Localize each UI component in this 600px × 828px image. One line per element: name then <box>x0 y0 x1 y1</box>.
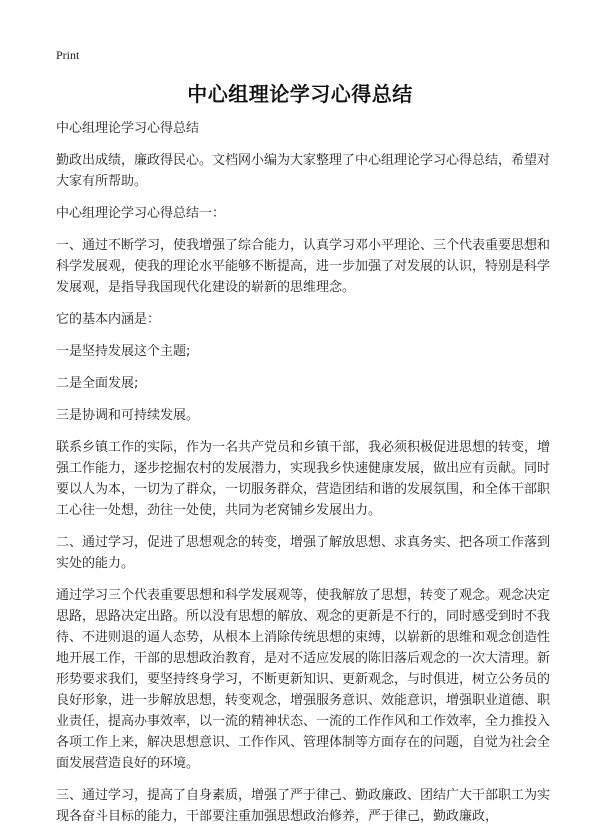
paragraph-subtitle: 中心组理论学习心得总结 <box>56 121 200 136</box>
document-body <box>56 118 550 828</box>
paragraph-study-thoughts: 通过学习三个代表重要思想和科学发展观等，使我解放了思想，转变了观念。观念决定思路，思路决定出路。所以没有思想的解放、观念的更新是不行的，同时感受到时不我待、不进则退的逼人态势，从根本上消除传统思想的束缚，以崭新的思维和观念创造性地开展工作，干部的思想政治教育，是对不适应发展的陈旧落后观念的一次大清理。新形势要求我们，要坚持终身学习，不断更新知识、更新观念，与时俱进，树立公务员的良好形象，进一步解放思想，转变观念，增强服务意识、效能意识，增强职业道德、职业责任，提高办事效率，以一流的精神状态、一流的工作作风和工作效率，全力推投入各项工作上来，解决思想意识、工作作风、管理体制等方面存在的问题，自觉为社会全面发展营造良好的环境。 <box>56 588 551 771</box>
paragraph-item-two: 二是全面发展; <box>56 376 139 391</box>
paragraph-basic-content: 它的基本内涵是： <box>56 312 161 327</box>
paragraph-point-three: 三、通过学习，提高了自身素质，增强了严于律己、勤政廉政、团结广大干部职工为实现各奋斗目标的能力，干部要注重加强思想政治修养，严于律己，勤政廉政， <box>56 788 551 824</box>
page-title: 中心组理论学习心得总结 <box>187 82 413 106</box>
print-link[interactable]: Print <box>56 48 80 62</box>
paragraph-point-one: 一、通过不断学习，使我增强了综合能力，认真学习邓小平理论、三个代表重要思想和科学发展观，使我的理论水平能够不断提高，进一步加强了对发展的认识，特别是科学发展观，是指导我国现代化建设的崭新的思维理念。 <box>56 238 551 295</box>
paragraph-intro: 勤政出成绩，廉政得民心。文档网小编为大家整理了中心组理论学习心得总结，希望对大家有所帮助。 <box>56 153 551 189</box>
paragraph-section-heading: 中心组理论学习心得总结一： <box>56 206 226 221</box>
paragraph-item-one: 一是坚持发展这个主题; <box>56 344 191 359</box>
paragraph-point-two: 二、通过学习，促进了思想观念的转变，增强了解放思想、求真务实、把各项工作落到实处的能力。 <box>56 535 551 571</box>
paragraph-township-work: 联系乡镇工作的实际，作为一名共产党员和乡镇干部，我必须积极促进思想的转变，增强工作能力，逐步挖掘农村的发展潜力，实现我乡快速健康发展，做出应有贡献。同时要以人为本，一切为了群众，一切服务群众，营造团结和谐的发展氛围，和全体干部职工心往一处想，劲往一处使，共同为老窝铺乡发展出力。 <box>56 440 551 518</box>
paragraph-item-three: 三是协调和可持续发展。 <box>56 408 200 423</box>
